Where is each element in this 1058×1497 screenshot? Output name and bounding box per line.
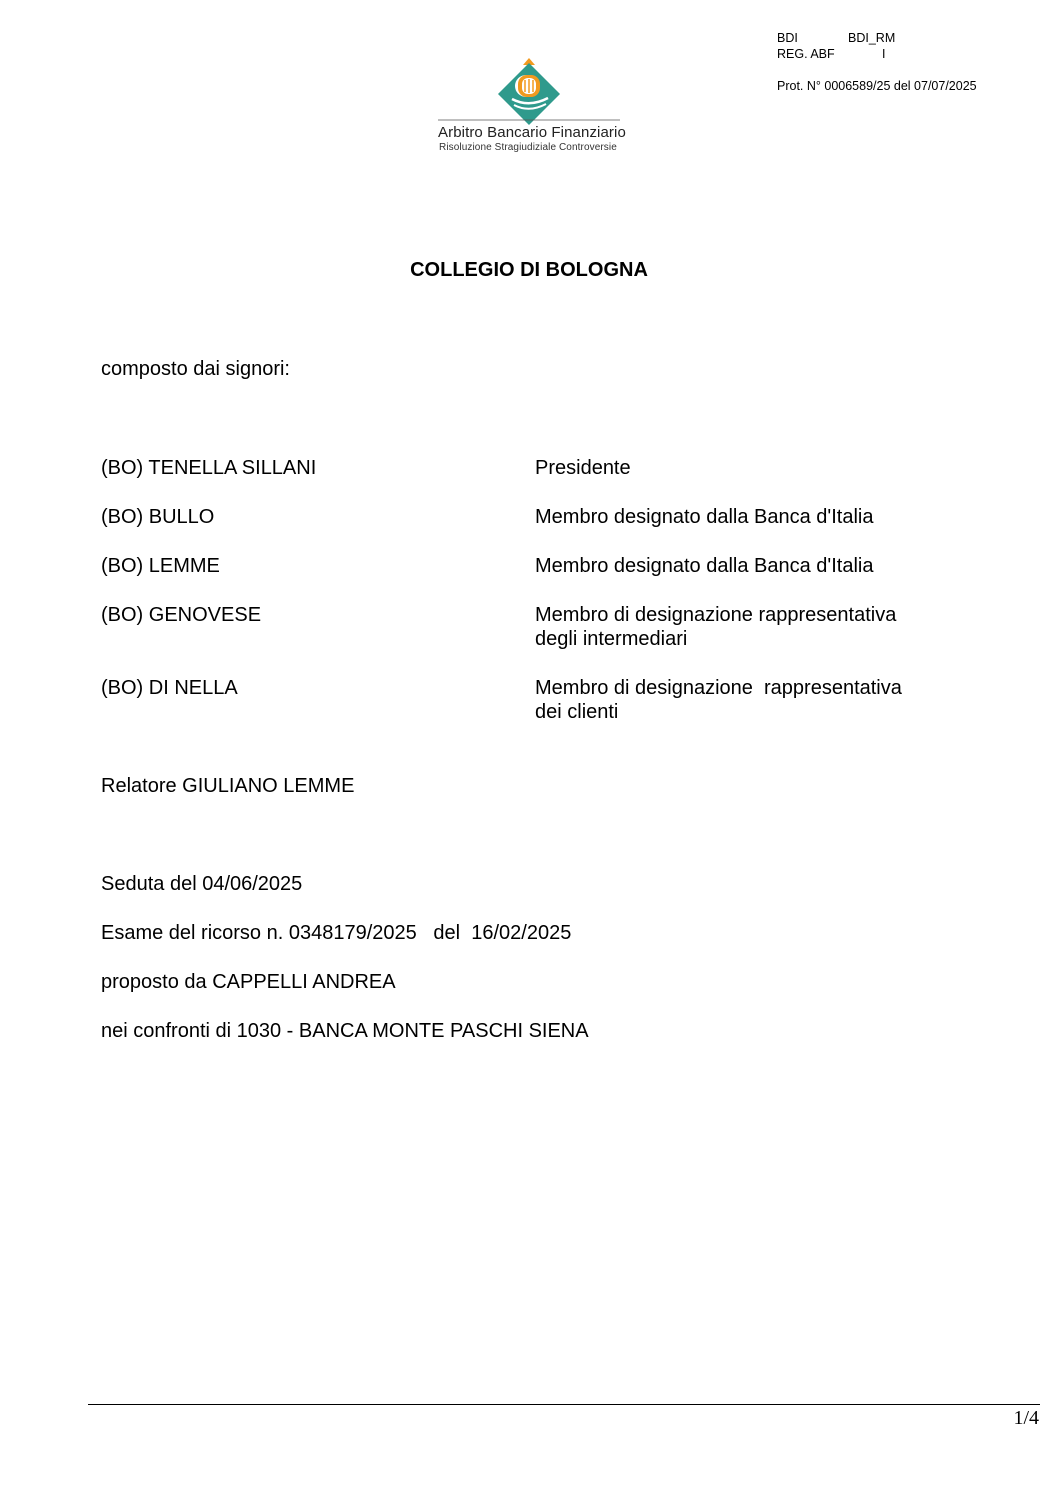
esame-text: Esame del ricorso n. 0348179/2025 del 16/02/2025: [101, 922, 572, 944]
logo-title: Arbitro Bancario Finanziario: [438, 124, 626, 141]
header-code-bdi-rm: BDI_RM: [848, 31, 896, 45]
logo-subtitle: Risoluzione Stragiudiziale Controversie: [439, 142, 617, 153]
header-reg-abf: REG. ABF: [777, 47, 835, 61]
member-role: Membro designato dalla Banca d'Italia: [535, 506, 874, 528]
seduta-text: Seduta del 04/06/2025: [101, 873, 303, 895]
member-role: Membro designato dalla Banca d'Italia: [535, 555, 874, 577]
footer-divider: [88, 1404, 1040, 1405]
member-name: (BO) TENELLA SILLANI: [101, 457, 317, 479]
member-name: (BO) BULLO: [101, 506, 215, 528]
member-role-continued: degli intermediari: [535, 628, 688, 650]
member-role: Membro di designazione rappresentativa: [535, 604, 897, 626]
member-role-continued: dei clienti: [535, 701, 619, 723]
header-reg-value: I: [882, 47, 886, 61]
member-role: Membro di designazione rappresentativa: [535, 677, 902, 699]
abf-logo-icon: [436, 56, 622, 156]
header-protocol: Prot. N° 0006589/25 del 07/07/2025: [777, 79, 977, 93]
document-title: COLLEGIO DI BOLOGNA: [410, 259, 648, 281]
intro-text: composto dai signori:: [101, 358, 290, 380]
page-number: 1/4: [1013, 1407, 1039, 1429]
member-role: Presidente: [535, 457, 631, 479]
member-name: (BO) LEMME: [101, 555, 220, 577]
proposto-text: proposto da CAPPELLI ANDREA: [101, 971, 396, 993]
abf-logo: [436, 56, 622, 156]
relatore-text: Relatore GIULIANO LEMME: [101, 775, 355, 797]
member-name: (BO) GENOVESE: [101, 604, 262, 626]
header-code-bdi: BDI: [777, 31, 798, 45]
confronti-text: nei confronti di 1030 - BANCA MONTE PASCHI SIENA: [101, 1020, 589, 1042]
member-name: (BO) DI NELLA: [101, 677, 238, 699]
